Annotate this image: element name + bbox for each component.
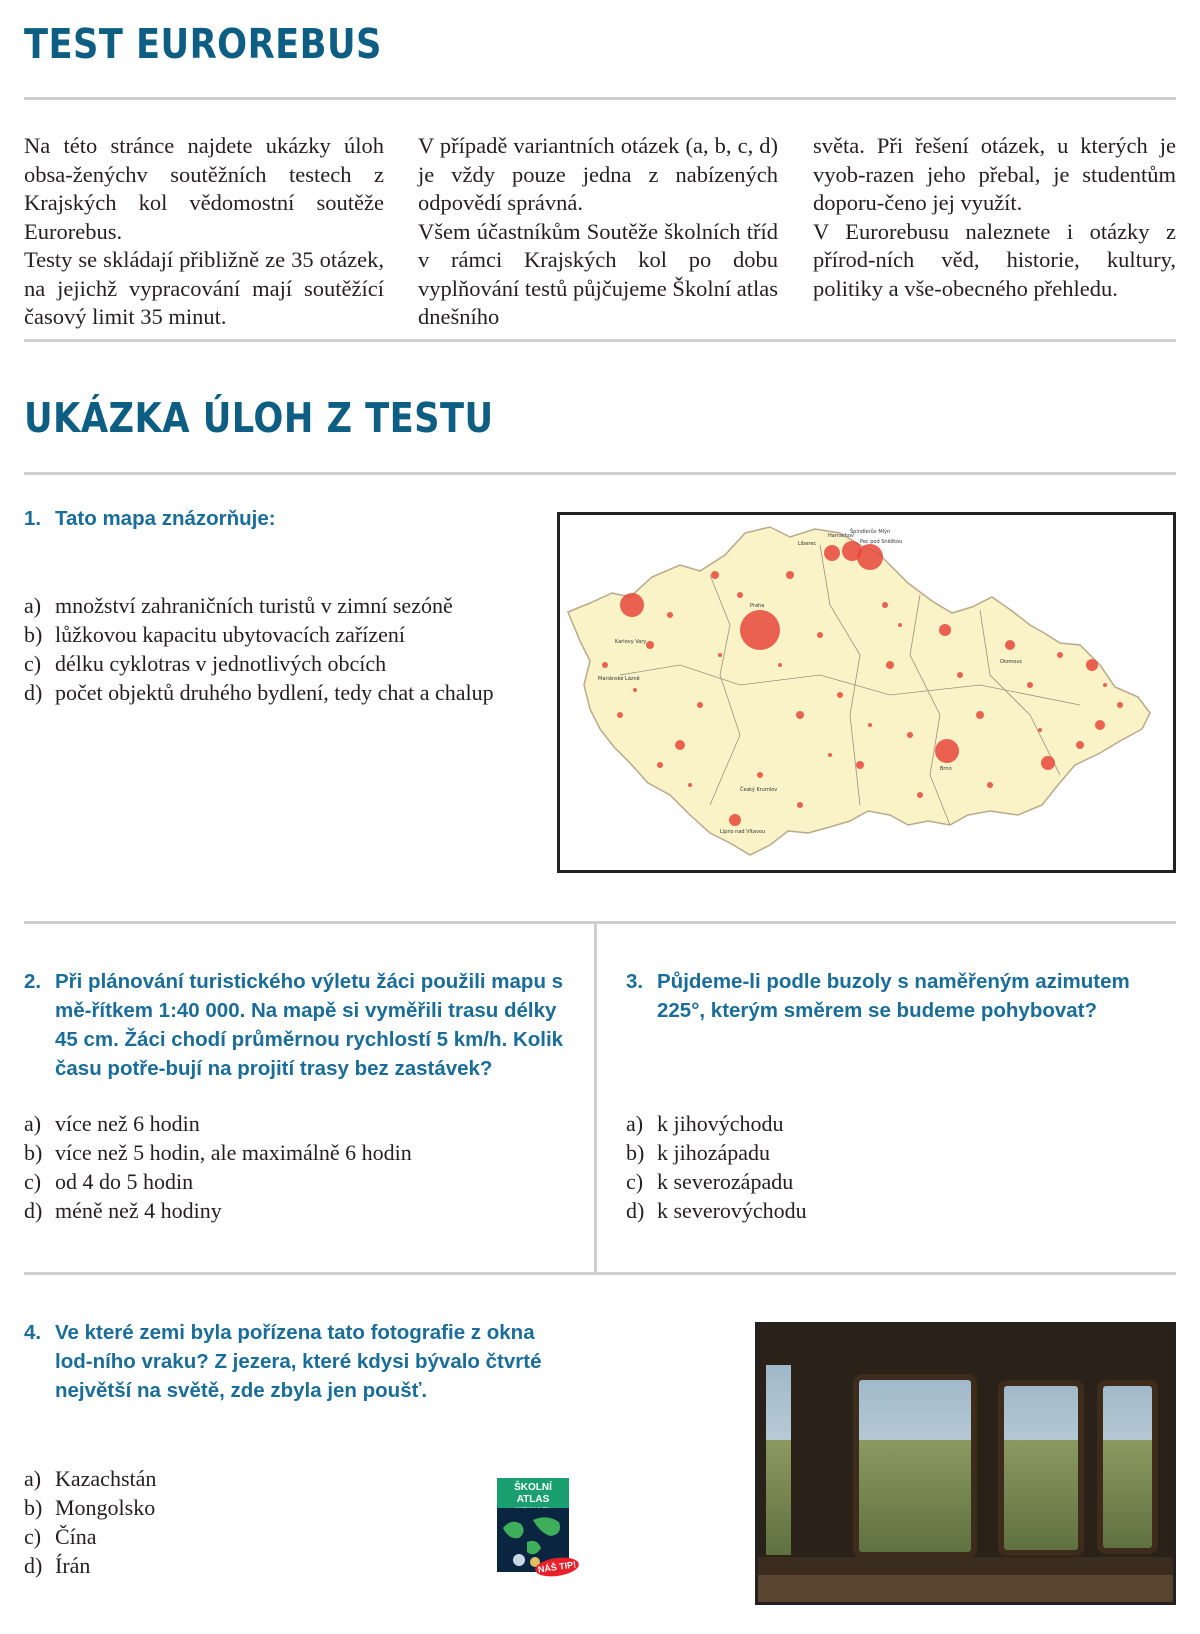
answer-option[interactable] xyxy=(24,1464,324,1493)
intro-divider xyxy=(24,339,1176,342)
option-letter: b) xyxy=(24,1495,43,1520)
answer-option[interactable] xyxy=(24,591,544,620)
option-letter: c) xyxy=(24,1169,42,1194)
map-dot xyxy=(796,711,804,719)
header-divider xyxy=(24,97,1176,100)
option-text: množství zahraničních turistů v zimní sezóně xyxy=(55,593,453,618)
map-label: Liberec xyxy=(798,541,817,547)
country-outline xyxy=(568,527,1150,855)
map-dot xyxy=(1076,741,1084,749)
map-dot xyxy=(1117,702,1123,708)
answer-option[interactable] xyxy=(24,1522,324,1551)
map-label: Český Krumlov xyxy=(740,787,778,793)
option-text: k severozápadu xyxy=(657,1169,794,1194)
map-dot xyxy=(898,623,902,627)
czech-map-figure xyxy=(557,512,1176,873)
option-text: více než 6 hodin xyxy=(55,1111,200,1136)
section-title: UKÁZKA ÚLOH Z TESTU xyxy=(24,394,494,442)
map-dot xyxy=(935,739,959,763)
option-letter: d) xyxy=(24,1553,43,1578)
intro-paragraph: Testy se skládají přibližně ze 35 otázek, na jejichž vypracování mají soutěžící časový limit 35 minut. xyxy=(24,247,384,329)
answer-option[interactable] xyxy=(24,1493,324,1522)
map-label: Harrachov xyxy=(828,533,854,539)
map-label: Mariánské Lázně xyxy=(598,676,640,682)
map-dot xyxy=(633,688,637,692)
map-dot xyxy=(646,641,654,649)
option-letter: a) xyxy=(626,1111,644,1136)
intro-paragraph: Všem účastníkům Soutěže školních tříd v rámci Krajských kol po dobu vyplňování testů půjčujeme Školní atlas dnešního xyxy=(418,218,778,329)
option-text: počet objektů druhého bydlení, tedy chat a chalup xyxy=(55,680,494,705)
map-dot xyxy=(657,762,663,768)
option-letter: d) xyxy=(626,1198,645,1223)
intro-column-2 xyxy=(418,132,778,332)
map-dot xyxy=(987,782,993,788)
answer-option[interactable] xyxy=(24,1196,564,1225)
question-text: Půjdeme-li podle buzoly s naměřeným azimutem 225°, kterým směrem se budeme pohybovat? xyxy=(657,970,1130,1022)
q1-divider xyxy=(24,921,1176,924)
option-text: od 4 do 5 hodin xyxy=(55,1169,194,1194)
map-dot xyxy=(837,692,843,698)
map-dot xyxy=(718,653,722,657)
option-letter: b) xyxy=(24,1140,43,1165)
map-label: Pec pod Sněžkou xyxy=(860,539,903,545)
czech-map xyxy=(560,515,1173,870)
nas-tip-badge: NÁŠ TIP! xyxy=(534,1555,580,1579)
answer-option[interactable] xyxy=(24,1109,564,1138)
option-letter: a) xyxy=(24,1466,42,1491)
option-letter: c) xyxy=(626,1169,644,1194)
map-dot xyxy=(917,792,923,798)
map-dot xyxy=(882,602,888,608)
intro-column-3 xyxy=(813,132,1176,303)
option-letter: d) xyxy=(24,1198,43,1223)
answer-option[interactable] xyxy=(24,1551,324,1580)
map-dot xyxy=(886,661,894,669)
map-dot xyxy=(1103,683,1107,687)
map-label: Praha xyxy=(750,603,765,609)
map-dot xyxy=(1038,728,1042,732)
question-text: Ve které zemi byla pořízena tato fotografie z okna lod-ního vraku? Z jezera, které kdysi bývalo čtvrté největší na světě, zde zbyla jen poušť. xyxy=(55,1321,542,1402)
answer-option[interactable] xyxy=(24,678,544,707)
map-dot xyxy=(688,783,692,787)
option-text: k jihovýchodu xyxy=(657,1111,784,1136)
question-1-options xyxy=(24,591,544,707)
option-text: lůžkovou kapacitu ubytovacích zařízení xyxy=(55,622,406,647)
map-dot xyxy=(957,672,963,678)
question-2-options xyxy=(24,1109,564,1225)
map-dot xyxy=(842,541,862,561)
question-number: 4. xyxy=(24,1321,42,1344)
q2-q3-divider xyxy=(594,921,597,1272)
option-letter: b) xyxy=(24,622,43,647)
map-dot xyxy=(939,624,951,636)
map-dot xyxy=(817,632,823,638)
map-dot xyxy=(667,612,673,618)
map-dot xyxy=(1005,640,1015,650)
map-label: Brno xyxy=(940,766,952,772)
map-dot xyxy=(1095,720,1105,730)
map-label: Lipno nad Vltavou xyxy=(720,829,766,835)
intro-column-1 xyxy=(24,132,384,332)
map-dot xyxy=(740,610,780,650)
option-letter: d) xyxy=(24,680,43,705)
question-text: Při plánování turistického výletu žáci použili mapu s mě-řítkem 1:40 000. Na mapě si vyměřili trasu délky 45 cm. Žáci chodí průměrnou rychlostí 5 km/h. Kolik času potře-bují na projití trasy bez zastávek? xyxy=(55,970,564,1080)
map-dot xyxy=(1041,756,1055,770)
map-dot xyxy=(711,571,719,579)
option-letter: c) xyxy=(24,1524,42,1549)
option-text: k jihozápadu xyxy=(657,1140,771,1165)
option-letter: a) xyxy=(24,1111,42,1136)
map-dot xyxy=(868,723,872,727)
map-dot xyxy=(737,592,743,598)
map-dot xyxy=(757,772,763,778)
map-dot xyxy=(1027,682,1033,688)
map-dot xyxy=(828,753,832,757)
map-dot xyxy=(729,814,741,826)
option-text: délku cyklotras v jednotlivých obcích xyxy=(55,651,387,676)
question-3 xyxy=(626,967,1176,1025)
atlas-cover-icon xyxy=(497,1478,577,1575)
map-dot xyxy=(976,711,984,719)
answer-option[interactable] xyxy=(24,1167,564,1196)
option-letter: b) xyxy=(626,1140,645,1165)
answer-option[interactable] xyxy=(626,1109,1166,1138)
question-text: Tato mapa znázorňuje: xyxy=(55,507,276,530)
option-text: méně než 4 hodiny xyxy=(55,1198,222,1223)
map-dot xyxy=(824,545,840,561)
intro-paragraph: V Eurorebusu naleznete i otázky z přírod-ních věd, historie, kultury, politiky a vše-obecného přehledu. xyxy=(813,218,1176,301)
map-dot xyxy=(697,702,703,708)
answer-option[interactable] xyxy=(24,620,544,649)
intro-paragraph: světa. Při řešení otázek, u kterých je vyob-razen jeho přebal, je studentům doporu-čeno jej využít. xyxy=(813,133,1176,215)
option-text: více než 5 hodin, ale maximálně 6 hodin xyxy=(55,1140,412,1165)
answer-option[interactable] xyxy=(626,1167,1166,1196)
option-letter: a) xyxy=(24,593,42,618)
question-4-options xyxy=(24,1464,324,1580)
question-number: 2. xyxy=(24,970,42,993)
question-4 xyxy=(24,1318,570,1405)
answer-option[interactable] xyxy=(24,649,544,678)
section-divider xyxy=(24,472,1176,475)
answer-option[interactable] xyxy=(626,1196,1166,1225)
atlas-title: ŠKOLNÍ ATLAS xyxy=(514,1482,552,1505)
option-text: k severovýchodu xyxy=(657,1198,807,1223)
map-label: Špindlerův Mlýn xyxy=(850,529,891,535)
question-number: 3. xyxy=(626,970,644,993)
map-dot xyxy=(786,571,794,579)
question-2 xyxy=(24,967,570,1083)
question-number: 1. xyxy=(24,507,42,530)
option-text: Írán xyxy=(55,1553,91,1578)
option-letter: c) xyxy=(24,651,42,676)
page-title: TEST EUROREBUS xyxy=(24,20,382,68)
shipwreck-window-image xyxy=(758,1325,1173,1602)
map-dot xyxy=(778,663,782,667)
map-dot xyxy=(1057,652,1063,658)
map-label: Karlovy Vary xyxy=(615,639,647,645)
q2-divider xyxy=(24,1272,1176,1275)
shipwreck-photo xyxy=(755,1322,1176,1605)
question-3-options xyxy=(626,1109,1166,1225)
map-dot xyxy=(797,802,803,808)
option-text: Kazachstán xyxy=(55,1466,157,1491)
map-label: Olomouc xyxy=(1000,659,1023,665)
answer-option[interactable] xyxy=(24,1138,564,1167)
map-dot xyxy=(907,732,913,738)
intro-paragraph: Na této stránce najdete ukázky úloh obsa-ženýchv soutěžních testech z Krajských kol vědomostní soutěže Eurorebus. xyxy=(24,133,384,244)
option-text: Čína xyxy=(55,1524,97,1549)
map-dot xyxy=(602,662,608,668)
map-dot xyxy=(620,593,644,617)
map-dot xyxy=(675,740,685,750)
question-1 xyxy=(24,504,524,533)
map-dot xyxy=(1086,659,1098,671)
map-dot xyxy=(617,712,623,718)
answer-option[interactable] xyxy=(626,1138,1166,1167)
map-dot xyxy=(856,761,864,769)
intro-paragraph: V případě variantních otázek (a, b, c, d) je vždy pouze jedna z nabízených odpovědí správná. xyxy=(418,133,778,215)
option-text: Mongolsko xyxy=(55,1495,156,1520)
